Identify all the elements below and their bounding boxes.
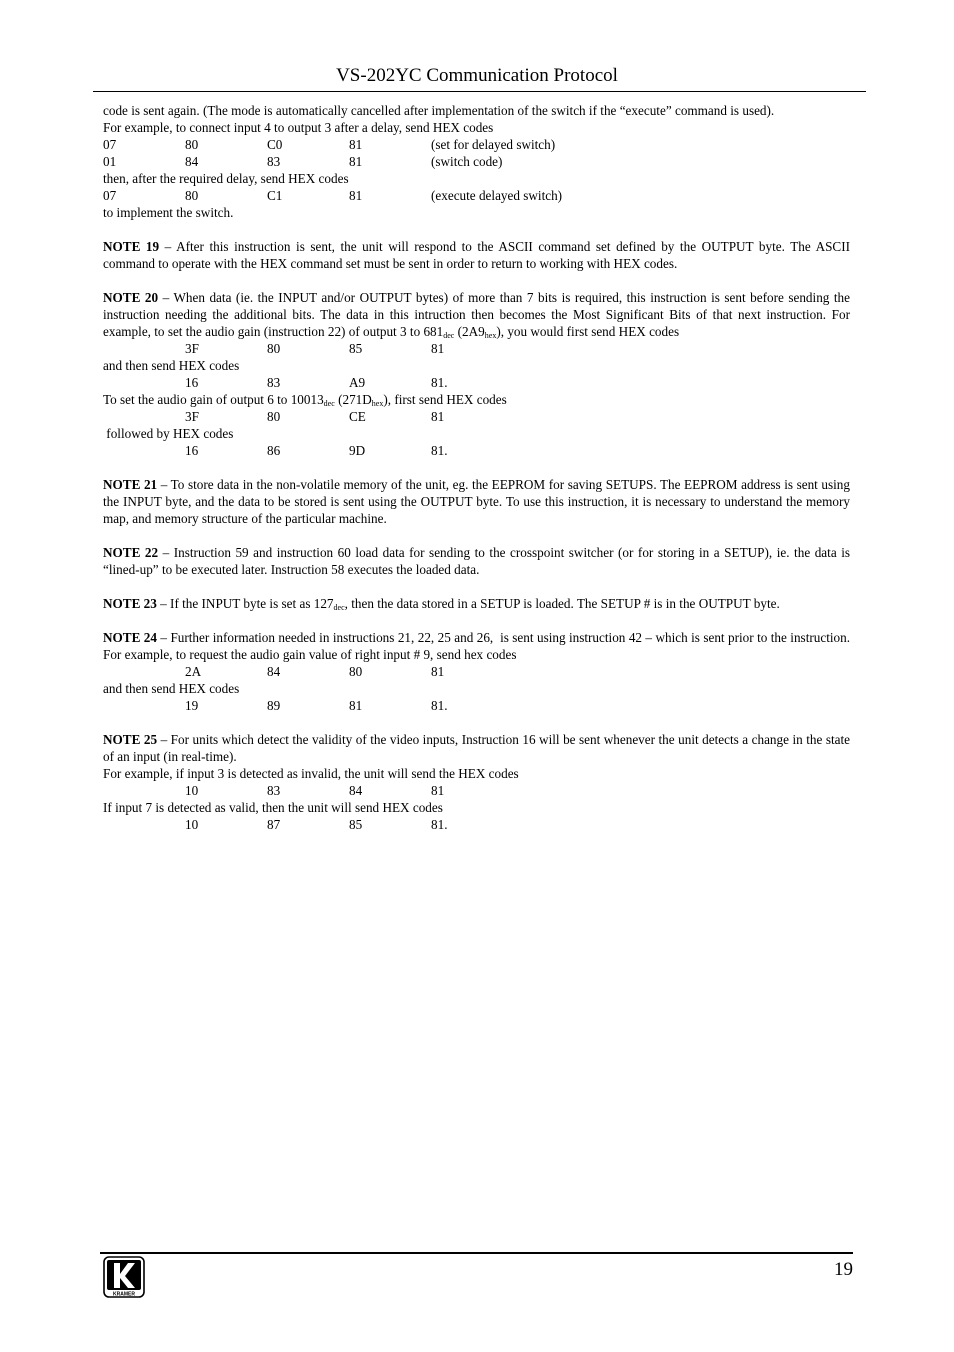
subscript: dec (443, 331, 455, 340)
hex-code: 9D (349, 443, 366, 458)
hex-code: 83 (267, 375, 281, 390)
text-segment: To set the audio gain of output 6 to 10013 (103, 392, 324, 407)
note-24 (103, 629, 854, 663)
hex-code-row (103, 374, 850, 391)
example-line: For example, if input 3 is detected as invalid, the unit will send the HEX codes (103, 766, 519, 781)
note-text: – If the INPUT byte is set as 127 (156, 596, 334, 611)
hex-code: 81 (349, 698, 363, 713)
hex-code: 81 (349, 137, 363, 152)
hex-code-row (103, 782, 850, 799)
hex-code: 01 (103, 154, 117, 169)
note-text: – To store data in the non-volatile memory of the unit, eg. the EEPROM for saving SETUPS. The EEPROM address is sent using the INPUT byte, and the data to be stored is sent using the OUTPUT byte. To use this instruction, it is necessary to understand the memory map, and memory structure of the particular machine. (103, 477, 850, 526)
hex-code: 87 (267, 817, 281, 832)
hex-code: 81 (349, 154, 363, 169)
note-text: ), you would first send HEX codes (496, 324, 680, 339)
hex-code: 84 (185, 154, 199, 169)
hex-code: C0 (267, 137, 283, 152)
hex-code-row (103, 340, 850, 357)
hex-code: 85 (349, 817, 363, 832)
hex-code: CE (349, 409, 366, 424)
page-number: 19 (834, 1259, 853, 1280)
hex-code: C1 (267, 188, 283, 203)
note-label: NOTE 21 (103, 477, 158, 492)
hex-code: 84 (349, 783, 363, 798)
hex-code: 81 (431, 664, 445, 679)
hex-code-comment: (execute delayed switch) (431, 188, 563, 203)
note-label: NOTE 20 (103, 290, 159, 305)
note-text: (2A9 (454, 324, 485, 339)
delay-instruction: then, after the required delay, send HEX codes (103, 171, 349, 186)
hex-code-comment: (set for delayed switch) (431, 137, 556, 152)
header-divider (93, 91, 866, 92)
note-25 (103, 731, 850, 765)
hex-code-row (103, 136, 850, 153)
hex-code: 81. (431, 375, 448, 390)
note-label: NOTE 22 (103, 545, 159, 560)
hex-code: 2A (185, 664, 202, 679)
hex-code-row (103, 153, 850, 170)
hex-code: 07 (103, 137, 117, 152)
note-label: NOTE 24 (103, 630, 157, 645)
hex-code-row (103, 408, 850, 425)
note-text: – After this instruction is sent, the unit will respond to the ASCII command set defined by the OUTPUT byte. The ASCII command to operate with the HEX command set must be sent in order to return to working with HEX codes. (103, 239, 851, 271)
note-19 (103, 238, 850, 272)
hex-code: 10 (185, 783, 199, 798)
hex-code: 81 (431, 409, 445, 424)
note-22 (103, 544, 850, 578)
footer-divider (100, 1252, 853, 1254)
hex-code: 81. (431, 698, 448, 713)
hex-code: 19 (185, 698, 199, 713)
hex-code: 89 (267, 698, 281, 713)
hex-code: 80 (185, 188, 199, 203)
note-text: – When data (ie. the INPUT and/or OUTPUT bytes) of more than 7 bits is required, this instruction is sent before sending the instruction needing the additional bits. The data in this intruction then becomes the Most Significant Bits of that next instruction. For example, to set the audio gain (instruction 22) of output 3 to 681 (103, 290, 851, 339)
subscript: dec (323, 399, 335, 408)
hex-code-row (103, 442, 850, 459)
note-text: , then the data stored in a SETUP is loaded. The SETUP # is in the OUTPUT byte. (344, 596, 780, 611)
hex-code: 80 (349, 664, 363, 679)
hex-code: 3F (185, 409, 199, 424)
document-body (103, 102, 854, 833)
note-20 (103, 289, 850, 340)
hex-code: 16 (185, 443, 199, 458)
note-label: NOTE 19 (103, 239, 160, 254)
subscript: hex (371, 399, 384, 408)
hex-code: 81. (431, 443, 448, 458)
then-text: and then send HEX codes (103, 358, 240, 373)
then-text: followed by HEX codes (103, 426, 234, 441)
hex-code: 80 (267, 409, 281, 424)
example-intro: For example, to connect input 4 to output 3 after a delay, send HEX codes (103, 120, 494, 135)
example-line (103, 391, 850, 408)
note-text: – For units which detect the validity of the video inputs, Instruction 16 will be sent whenever the unit detects a change in the state of an input (in real-time). (103, 732, 851, 764)
note-23 (103, 595, 850, 612)
hex-code: 10 (185, 817, 199, 832)
then-text: and then send HEX codes (103, 681, 240, 696)
hex-code: 16 (185, 375, 199, 390)
subscript: hex (484, 331, 497, 340)
hex-code: 80 (267, 341, 281, 356)
page-header-title: VS-202YC Communication Protocol (336, 65, 618, 86)
hex-code-comment: (switch code) (431, 154, 503, 169)
hex-code-row (103, 816, 850, 833)
text-segment: ), first send HEX codes (383, 392, 507, 407)
note-text: – Instruction 59 and instruction 60 load data for sending to the crosspoint switcher (or for storing in a SETUP), ie. the data is “lined-up” to be executed later. Instruction 58 executes the loaded data. (103, 545, 851, 577)
hex-code-row (103, 663, 850, 680)
implement-text: to implement the switch. (103, 205, 234, 220)
example-line: If input 7 is detected as valid, then the unit will send HEX codes (103, 800, 443, 815)
subscript: dec (333, 603, 345, 612)
hex-code: 3F (185, 341, 199, 356)
note-text: – Further information needed in instructions 21, 22, 25 and 26, is sent using instruction 42 – which is sent prior to the instruction. For example, to request the audio gain value of right input # 9, send hex codes (103, 630, 854, 662)
hex-code: 81. (431, 817, 448, 832)
note-label: NOTE 25 (103, 732, 158, 747)
hex-code: 81 (431, 783, 445, 798)
hex-code-row (103, 697, 850, 714)
logo-wordmark: KRAMER (113, 1291, 135, 1298)
note-label: NOTE 23 (103, 596, 157, 611)
hex-code: 07 (103, 188, 117, 203)
hex-code: 85 (349, 341, 363, 356)
continuation-paragraph: code is sent again. (The mode is automatically cancelled after implementation of the switch if the “execute” command is used). (103, 103, 775, 118)
hex-code: A9 (349, 375, 366, 390)
hex-code: 83 (267, 783, 281, 798)
hex-code: 80 (185, 137, 199, 152)
hex-code: 83 (267, 154, 281, 169)
note-21 (103, 476, 850, 527)
text-segment: (271D (334, 392, 372, 407)
hex-code: 81 (349, 188, 363, 203)
hex-code: 86 (267, 443, 281, 458)
hex-code: 81 (431, 341, 445, 356)
hex-code-row (103, 187, 850, 204)
hex-code: 84 (267, 664, 281, 679)
kramer-logo (103, 1256, 145, 1298)
